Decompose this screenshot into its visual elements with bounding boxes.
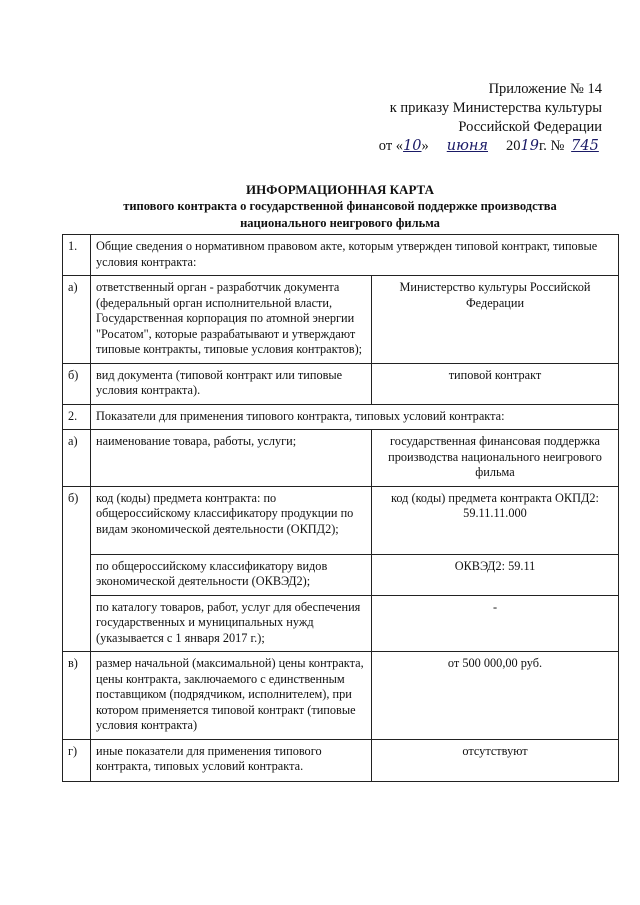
table-row: а) ответственный орган - разработчик документа (федеральный орган исполнительной власти, Государственная корпорация по атомной энергии "Росатом", которые разрабатывают и утверждают типовые контракты, типовые условия контрактов); Министерство культуры Российской Федерации (63, 276, 619, 364)
title-main: ИНФОРМАЦИОННАЯ КАРТА (246, 182, 434, 197)
title-sub2: национального неигрового фильма (240, 216, 440, 230)
annex-order-ref: к приказу Министерства культуры (389, 100, 602, 116)
annex-federation: Российской Федерации (458, 119, 602, 135)
annex-date-line: от «10» июня 2019г. № 745 (379, 137, 602, 156)
order-number: 745 (571, 138, 599, 154)
table-row: по каталогу товаров, работ, услуг для обеспечения государственных и муниципальных нужд (указывается с 1 января 2017 г.); - (63, 595, 619, 652)
annex-number: Приложение № 14 (488, 81, 602, 97)
date-day: 10 (403, 138, 422, 154)
title-sub1: типового контракта о государственной финансовой поддержке производства (123, 199, 557, 213)
table-row: г) иные показатели для применения типового контракта, типовых условий контракта. отсутствуют (63, 739, 619, 781)
table-row: а) наименование товара, работы, услуги; государственная финансовая поддержка производства национального неигрового фильма (63, 430, 619, 487)
table-row: в) размер начальной (максимальной) цены контракта, цены контракта, заключаемого с единственным поставщиком (подрядчиком, исполнителем), при котором применяется типовой контракт (типовые условия контракта) от 500 000,00 руб. (63, 652, 619, 740)
annex-header (379, 80, 602, 156)
date-year: 19 (520, 138, 539, 154)
table-row: 2. Показатели для применения типового контракта, типовых условий контракта: (63, 404, 619, 430)
document-title (60, 181, 620, 232)
table-row: по общероссийскому классификатору видов экономической деятельности (ОКВЭД2); ОКВЭД2: 59.11 (63, 554, 619, 595)
table-row: 1. Общие сведения о нормативном правовом акте, которым утвержден типовой контракт, типовые условия контракта: (63, 235, 619, 276)
date-month: июня (446, 138, 489, 154)
table-row: б) вид документа (типовой контракт или типовые условия контракта). типовой контракт (63, 363, 619, 404)
info-card-table (62, 234, 619, 782)
table-row: б) код (коды) предмета контракта: по общероссийскому классификатору продукции по видам экономической деятельности (ОКПД2); код (коды) предмета контракта ОКПД2: 59.11.11.000 (63, 486, 619, 554)
